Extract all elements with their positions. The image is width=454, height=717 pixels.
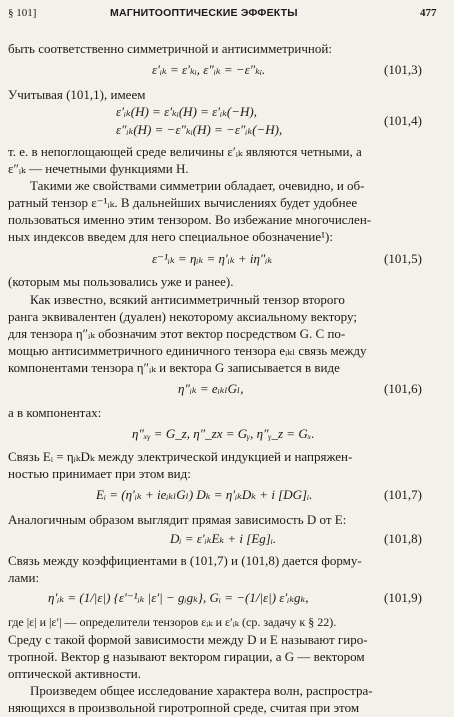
text-line: компонентами тензора η″ᵢₖ и вектора G записывается в виде (8, 360, 340, 375)
text-line: Произведем общее исследование характера волн, распростра- (30, 683, 373, 698)
equation: η″ₓᵧ = G_z, η″_zx = Gᵧ, η″ᵧ_z = Gₓ. (132, 426, 315, 441)
text-line: Связь между коэффициентами в (101,7) и (101,8) дается форму- (8, 553, 362, 568)
text-line: Аналогичным образом выглядит прямая зависимость D от E: (8, 512, 347, 527)
text-line: для тензора η″ᵢₖ обозначим этот вектор посредством G. С по- (8, 326, 346, 341)
equation-number: (101,9) (384, 590, 422, 605)
text-line: ранга эквивалентен (дуален) некоторому аксиальному вектору; (8, 309, 357, 324)
text-line: Среду с такой формой зависимости между D и E называют гиро- (8, 632, 368, 647)
text-line: ных индексов введем для него специальное обозначение¹): (8, 229, 333, 244)
equation: Dᵢ = ε′ᵢₖEₖ + i [Eg]ᵢ. (170, 531, 277, 546)
equation-number: (101,7) (384, 487, 422, 502)
equation: ε″ᵢₖ(H) = −ε″ₖᵢ(H) = −ε″ᵢₖ(−H), (116, 122, 283, 137)
equation-number: (101,4) (384, 113, 422, 128)
text-line: тропной. Вектор g называют вектором гирации, а G — вектором (8, 649, 365, 664)
equation-number: (101,6) (384, 381, 422, 396)
text-line: ε″ᵢₖ — нечетными функциями H. (8, 161, 189, 176)
text-line: а в компонентах: (8, 405, 102, 420)
equation-number: (101,5) (384, 251, 422, 266)
text-line: оптической активности. (8, 666, 141, 681)
text-line: ностью принимает при этом вид: (8, 466, 191, 481)
equation-number: (101,8) (384, 531, 422, 546)
page-number: 477 (420, 7, 437, 19)
equation: ε⁻¹ᵢₖ = ηᵢₖ = η′ᵢₖ + iη″ᵢₖ (152, 251, 273, 266)
equation: η″ᵢₖ = eᵢₖₗGₗ, (178, 381, 244, 396)
running-title: МАГНИТООПТИЧЕСКИЕ ЭФФЕКТЫ (110, 7, 298, 19)
text-line: быть соответственно симметричной и антисимметричной: (8, 41, 332, 56)
text-line: Учитывая (101,1), имеем (8, 87, 146, 102)
text-line: т. е. в непоглощающей среде величины ε′ᵢₖ являются четными, а (8, 144, 362, 159)
text-line: няющихся в произвольной гиротропной среде, считая при этом (8, 700, 360, 715)
equation: ε′ᵢₖ = ε′ₖᵢ, ε″ᵢₖ = −ε″ₖᵢ. (152, 62, 266, 77)
text-line: мощью антисимметричного единичного тензора eᵢₖₗ связь между (8, 343, 367, 358)
equation-number: (101,3) (384, 62, 422, 77)
equation: Eᵢ = (η′ᵢₖ + ieᵢₖₗGₗ) Dₖ = η′ᵢₖDₖ + i [DG]ᵢ. (96, 487, 313, 502)
text-line: где |ε| и |ε′| — определители тензоров εᵢₖ и ε′ᵢₖ (ср. задачу к § 22). (8, 615, 337, 629)
text-line: Такими же свойствами симметрии обладает, очевидно, и об- (30, 178, 365, 193)
equation: η′ᵢₖ = (1/|ε|) {ε′⁻¹ᵢₖ |ε′| − gᵢgₖ}, Gᵢ = −(1/|ε|) ε′ᵢₖgₖ, (48, 590, 309, 605)
text-line: (которым мы пользовались уже и ранее). (8, 274, 234, 289)
text-line: пользоваться именно этим тензором. Во избежание многочислен- (8, 212, 372, 227)
text-line: ратный тензор ε⁻¹ᵢₖ. В дальнейших вычислениях будет удобнее (8, 195, 358, 210)
equation: ε′ᵢₖ(H) = ε′ₖᵢ(H) = ε′ᵢₖ(−H), (116, 104, 258, 119)
section-marker: § 101] (8, 7, 37, 19)
text-line: лами: (8, 570, 40, 585)
text-line: Как известно, всякий антисимметричный тензор второго (30, 292, 345, 307)
text-line: Связь Eᵢ = ηᵢₖDₖ между электрической индукцией и напряжен- (8, 449, 353, 464)
